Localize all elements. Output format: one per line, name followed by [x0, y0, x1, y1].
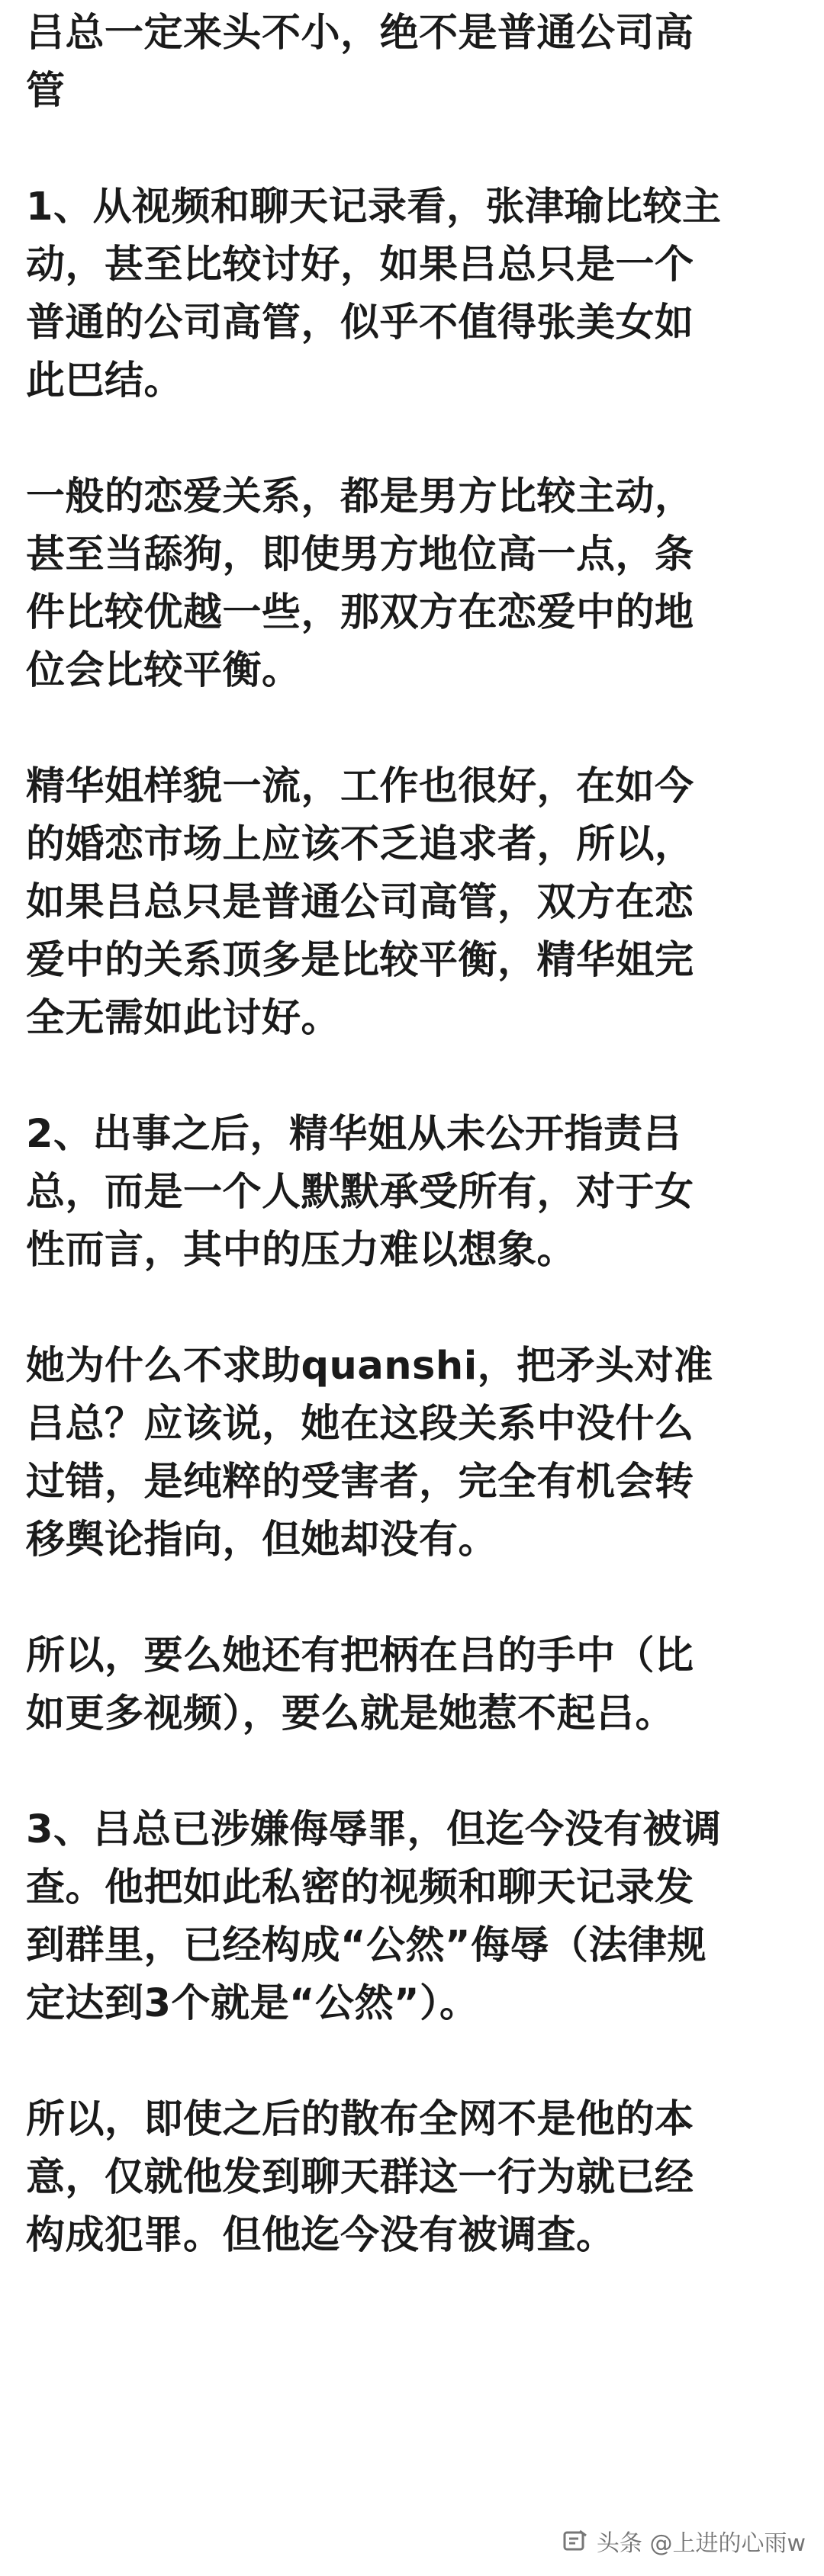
- text-line: 定达到3个就是“公然”）。: [26, 1981, 479, 2026]
- text-line: 移舆论指向，但她却没有。: [26, 1518, 498, 1563]
- text-line: 精华姐样貌一流，工作也很好，在如今: [26, 764, 694, 809]
- watermark-text: 头条 @上进的心雨w: [596, 2530, 806, 2557]
- paragraph-2: [26, 178, 798, 410]
- text-line: 管: [26, 69, 66, 114]
- article-body: [26, 5, 798, 2265]
- paragraph-4: [26, 758, 798, 1048]
- text-line: 如果吕总只是普通公司高管，双方在恋: [26, 880, 694, 925]
- paragraph-6: [26, 1338, 798, 1569]
- text-line: 2、出事之后，精华姐从未公开指责吕: [26, 1112, 682, 1157]
- text-line: 一般的恋爱关系，都是男方比较主动，: [26, 474, 694, 519]
- text-line: 1、从视频和聊天记录看，张津瑜比较主: [26, 185, 722, 230]
- paragraph-7: [26, 1627, 798, 1743]
- text-line: 的婚恋市场上应该不乏追求者，所以，: [26, 822, 694, 867]
- text-line: 性而言，其中的压力难以想象。: [26, 1228, 577, 1273]
- text-line: 普通的公司高管，似乎不值得张美女如: [26, 300, 694, 345]
- text-line: 甚至当舔狗，即使男方地位高一点，条: [26, 532, 694, 577]
- text-line: 动，甚至比较讨好，如果吕总只是一个: [26, 243, 694, 287]
- watermark: [558, 2523, 810, 2559]
- text-line: 吕总一定来头不小，绝不是普通公司高: [26, 11, 694, 56]
- text-line: 件比较优越一些，那双方在恋爱中的地: [26, 590, 694, 635]
- paragraph-8: [26, 1801, 798, 2033]
- text-line: 意，仅就他发到聊天群这一行为就已经: [26, 2155, 694, 2200]
- text-line: 她为什么不求助quanshi，把矛头对准: [26, 1344, 713, 1389]
- paragraph-9: [26, 2091, 798, 2265]
- text-line: 查。他把如此私密的视频和聊天记录发: [26, 1865, 694, 1910]
- text-line: 此巴结。: [26, 358, 184, 403]
- text-line: 爱中的关系顶多是比较平衡，精华姐完: [26, 938, 694, 983]
- text-line: 构成犯罪。但他迄今没有被调查。: [26, 2213, 616, 2258]
- toutiao-logo-icon: [563, 2528, 589, 2554]
- text-line: 所以，即使之后的散布全网不是他的本: [26, 2097, 694, 2142]
- text-line: 3、吕总已涉嫌侮辱罪，但迄今没有被调: [26, 1807, 722, 1852]
- text-line: 如更多视频），要么就是她惹不起吕。: [26, 1691, 675, 1736]
- text-line: 所以，要么她还有把柄在吕的手中（比: [26, 1633, 694, 1678]
- paragraph-5: [26, 1106, 798, 1280]
- text-line: 到群里，已经构成“公然”侮辱（法律规: [26, 1923, 707, 1968]
- paragraph-3: [26, 468, 798, 700]
- text-line: 吕总？应该说，她在这段关系中没什么: [26, 1402, 694, 1447]
- text-line: 位会比较平衡。: [26, 648, 301, 693]
- text-line: 过错，是纯粹的受害者，完全有机会转: [26, 1460, 694, 1505]
- paragraph-1: [26, 5, 798, 120]
- text-line: 全无需如此讨好。: [26, 996, 341, 1041]
- text-line: 总，而是一个人默默承受所有，对于女: [26, 1170, 694, 1215]
